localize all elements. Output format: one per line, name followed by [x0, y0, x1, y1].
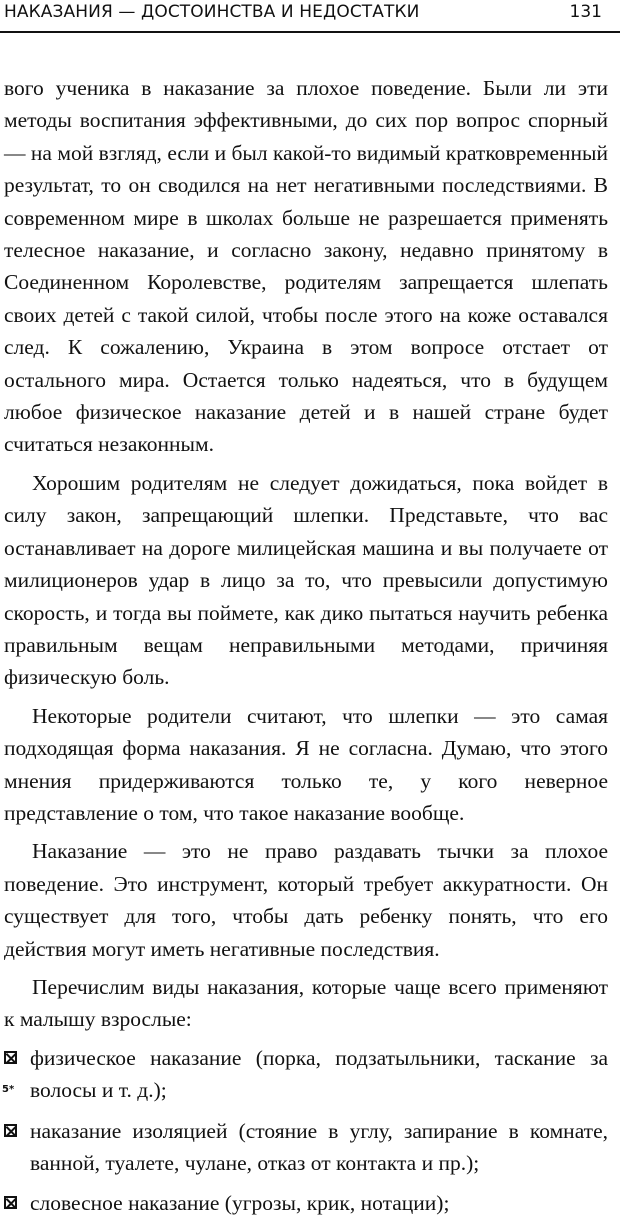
running-header [0, 0, 620, 36]
list-item-text: наказание изоляцией (стояние в углу, запирание в комнате, ванной, туалете, чулане, отказ от контакта и пр.); [30, 1118, 608, 1175]
running-head-title: НАКАЗАНИЯ — ДОСТОИНСТВА И НЕДОСТАТКИ [4, 2, 420, 22]
checkbox-cross-bullet-icon [4, 1196, 17, 1209]
list-item-text: словесное наказание (угрозы, крик, нотации); [30, 1191, 450, 1216]
punishment-types-list [4, 1042, 608, 1220]
paragraph: Наказание — это не право раздавать тычки за плохое поведение. Это инструмент, который требует аккуратности. Он существует для того, чтобы дать ребенку понять, что его действия могут иметь негативные последствия. [4, 839, 608, 961]
checkbox-cross-bullet-icon [4, 1124, 17, 1137]
checkbox-cross-bullet-icon [4, 1051, 17, 1064]
list-item-text: физическое наказание (порка, подзатыльники, таскание за волосы и т. д.); [30, 1045, 608, 1103]
page-body [4, 72, 608, 1228]
page-number: 131 [569, 2, 602, 22]
paragraph: Некоторые родители считают, что шлепки — это самая подходящая форма наказания. Я не согласна. Думаю, что этого мнения придерживаются только те, у кого неверное представление о том, что такое наказание вообще. [4, 703, 608, 825]
paragraph: Хорошим родителям не следует дожидаться, пока войдет в силу закон, запрещающий шлепки. Представьте, что вас останавливает на дороге милицейская машина и вы получаете от милиционеров удар в лицо за то, что превысили допустимую скорость, и тогда вы поймете, как дико пытаться научить ребенка правильным вещам неправильными методами, причиняя физическую боль. [4, 470, 608, 690]
printer-signature-mark: 5* [2, 1084, 15, 1095]
list-item [4, 1115, 608, 1180]
list-item [4, 1042, 608, 1107]
paragraph-list-intro: Перечислим виды наказания, которые чаще всего применяют к малышу взрослые: [4, 974, 608, 1032]
list-item [4, 1187, 608, 1219]
header-rule [0, 31, 620, 33]
paragraph-continued: вого ученика в наказание за плохое поведение. Были ли эти методы воспитания эффективными, до сих пор вопрос спорный — на мой взгляд, если и был какой-то видимый кратковременный результат, то он сводился на нет негативными последствиями. В современном мире в школах больше не разрешается применять телесное наказание, и согласно закону, недавно принятому в Соединенном Королевстве, родителям запрещается шлепать своих детей с такой силой, чтобы после этого на коже оставался след. К сожалению, Украина в этом вопросе отстает от остального мира. Остается только надеяться, что в будущем любое физическое наказание детей и в нашей стране будет считаться незаконным. [4, 76, 608, 457]
